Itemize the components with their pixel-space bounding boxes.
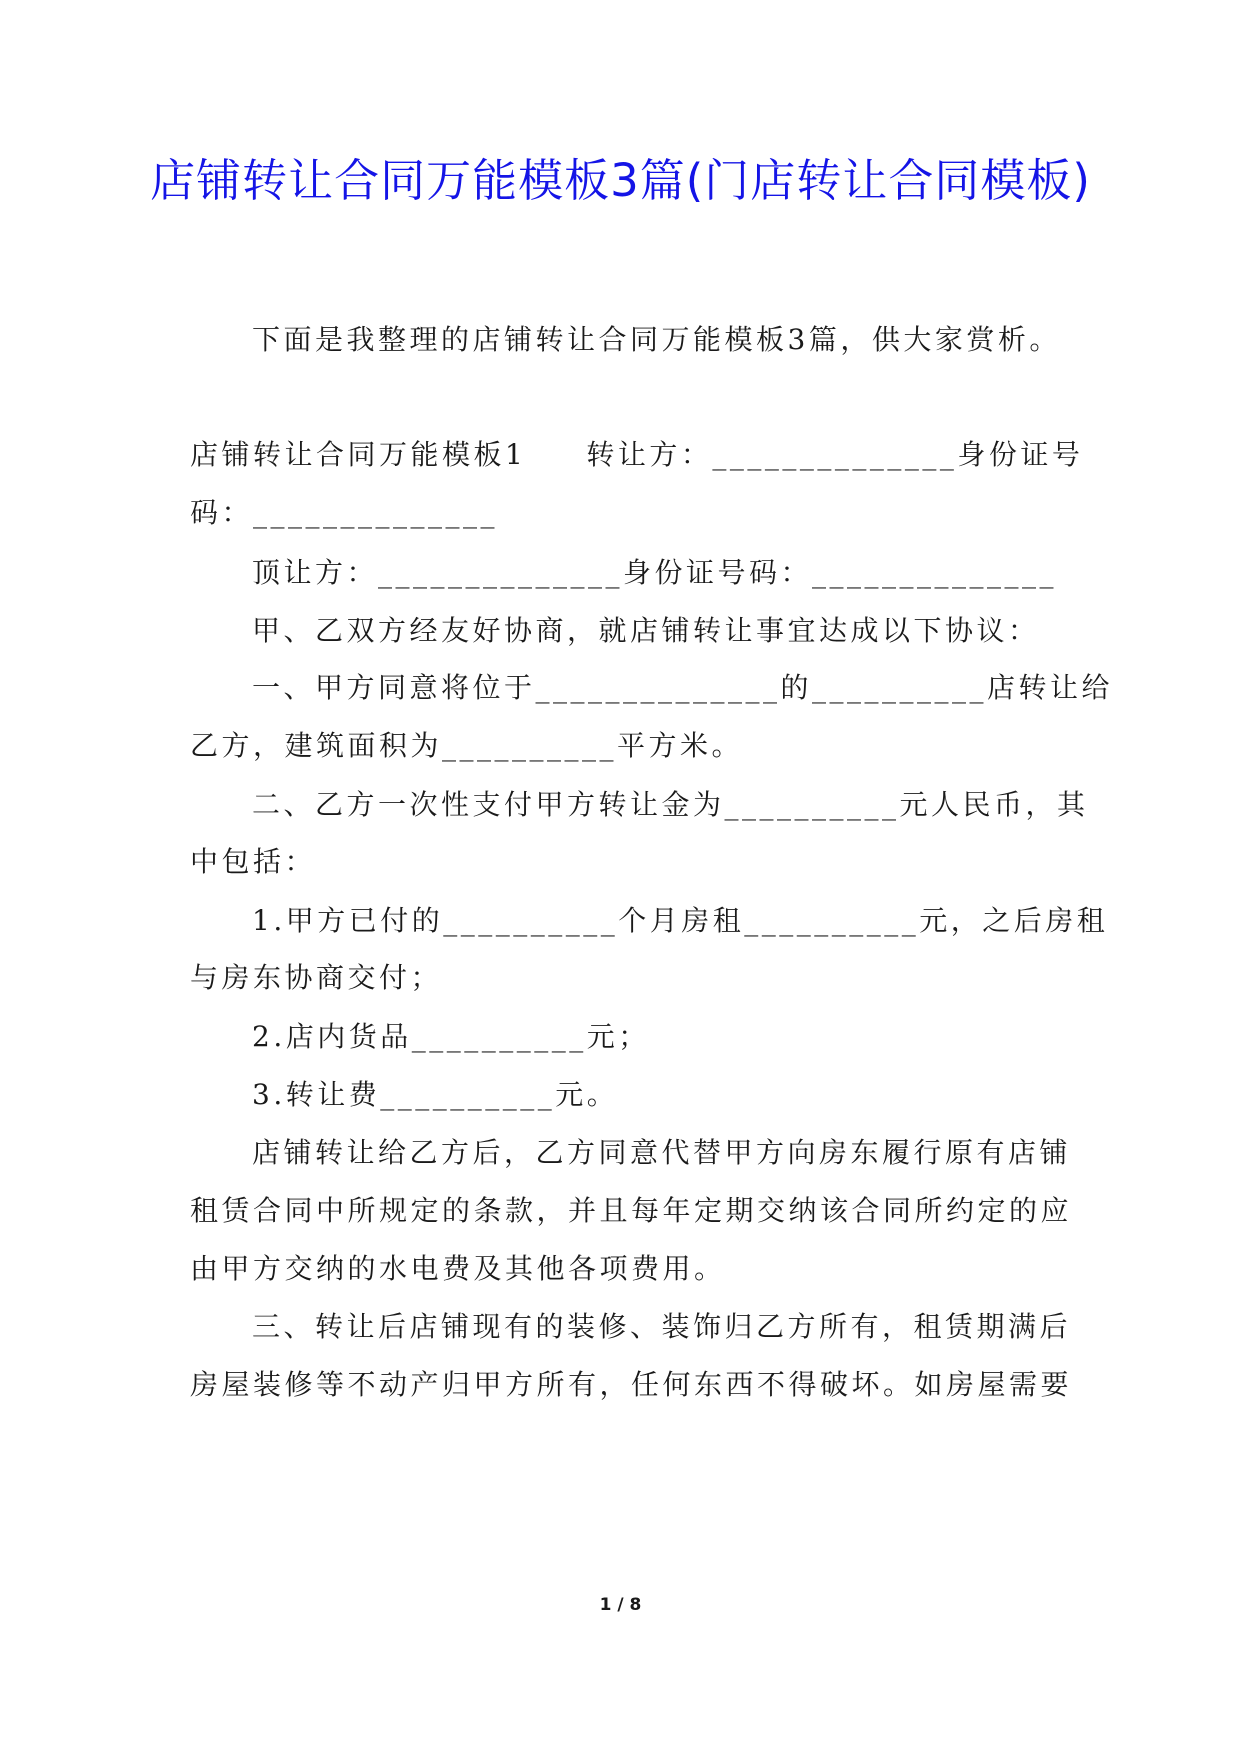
paragraph-line: 码：______________: [190, 496, 499, 529]
paragraph-line: 中包括：: [190, 845, 317, 878]
paragraph-line: [190, 435, 1083, 475]
paragraph-line: 乙方，建筑面积为__________平方米。: [190, 729, 744, 762]
template-heading: 店铺转让合同万能模板1: [190, 438, 527, 471]
paragraph-line: 房屋装修等不动产归甲方所有，任何东西不得破坏。如房屋需要: [190, 1368, 1073, 1401]
transferor-field: 转让方：______________身份证号: [586, 438, 1084, 471]
paragraph-line: 由甲方交纳的水电费及其他各项费用。: [190, 1252, 726, 1285]
paragraph-line: 顶让方：______________身份证号码：______________: [252, 556, 1058, 589]
paragraph-line: 三、转让后店铺现有的装修、装饰归乙方所有，租赁期满后: [252, 1310, 1072, 1343]
intro-paragraph: 下面是我整理的店铺转让合同万能模板3篇，供大家赏析。: [252, 323, 1061, 356]
page-number: 1 / 8: [599, 1595, 642, 1615]
paragraph-line: 1.甲方已付的__________个月房租__________元，之后房租: [252, 904, 1109, 937]
paragraph-line: 甲、乙双方经友好协商，就店铺转让事宜达成以下协议：: [252, 614, 1040, 647]
paragraph-line: 租赁合同中所规定的条款，并且每年定期交纳该合同所约定的应: [190, 1194, 1073, 1227]
document-title: 店铺转让合同万能模板3篇(门店转让合同模板): [150, 154, 1091, 207]
paragraph-line: 二、乙方一次性支付甲方转让金为__________元人民币，其: [252, 788, 1089, 821]
paragraph-line: 2.店内货品__________元；: [252, 1020, 650, 1053]
paragraph-line: 与房东协商交付；: [190, 961, 443, 994]
paragraph-line: 3.转让费__________元。: [252, 1078, 619, 1111]
paragraph-line: 一、甲方同意将位于______________的__________店转让给: [252, 671, 1114, 704]
paragraph-line: 店铺转让给乙方后，乙方同意代替甲方向房东履行原有店铺: [252, 1136, 1072, 1169]
